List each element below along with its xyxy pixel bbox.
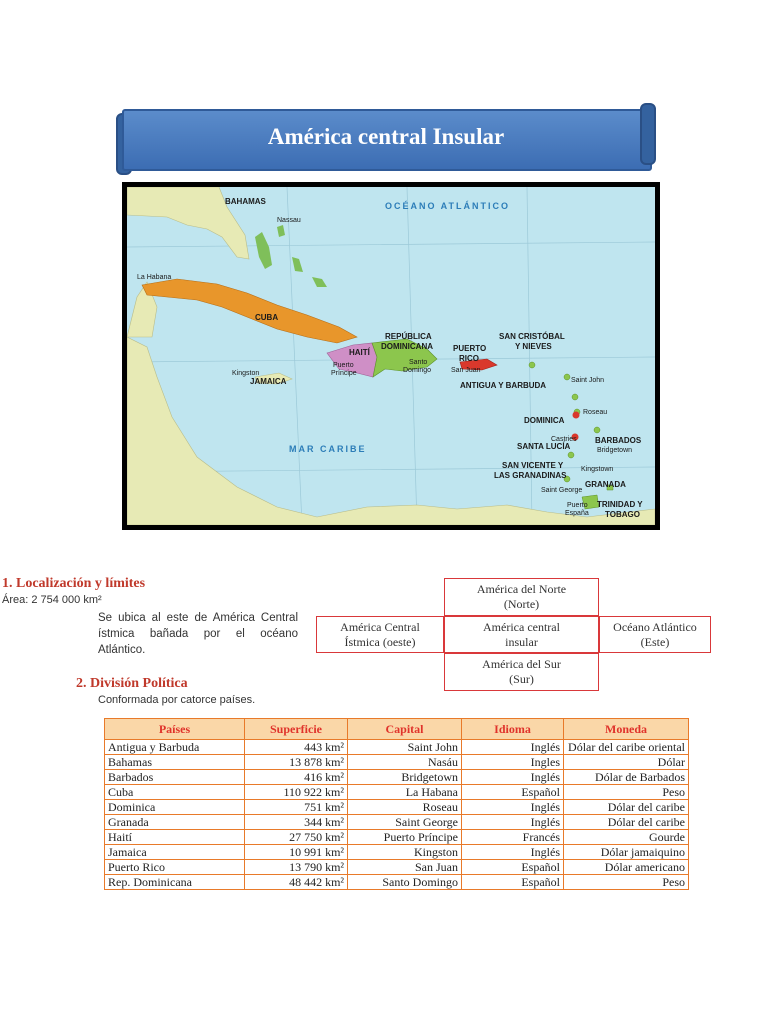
limit-center-name: América central bbox=[483, 619, 560, 634]
label-trinidad-2: TOBAGO bbox=[605, 510, 640, 519]
cell-idioma: Español bbox=[462, 875, 564, 890]
col-header-capital: Capital bbox=[348, 719, 462, 740]
cell-idioma: Español bbox=[462, 860, 564, 875]
cell-superficie: 416 km² bbox=[245, 770, 348, 785]
cell-superficie: 13 878 km² bbox=[245, 755, 348, 770]
ocean-label: OCÉANO ATLÁNTICO bbox=[385, 201, 510, 211]
cell-superficie: 10 991 km² bbox=[245, 845, 348, 860]
cell-moneda: Gourde bbox=[564, 830, 689, 845]
label-puerto-espana-2: España bbox=[565, 510, 589, 517]
limit-east-dir: (Este) bbox=[640, 634, 670, 649]
page-title: América central Insular bbox=[267, 124, 505, 149]
label-castries: Castries bbox=[551, 436, 577, 443]
label-puerto-principe-2: Príncipe bbox=[331, 370, 357, 377]
cell-capital: Puerto Príncipe bbox=[348, 830, 462, 845]
cell-capital: La Habana bbox=[348, 785, 462, 800]
countries-table bbox=[104, 718, 689, 890]
label-bridgetown: Bridgetown bbox=[597, 447, 633, 454]
cell-idioma: Francés bbox=[462, 830, 564, 845]
sea-label: MAR CARIBE bbox=[289, 444, 367, 454]
table-row bbox=[105, 770, 689, 785]
limit-north-name: América del Norte bbox=[476, 582, 567, 596]
label-la-habana: La Habana bbox=[137, 274, 172, 281]
limit-west bbox=[316, 616, 444, 653]
label-san-cristobal-2: Y NIEVES bbox=[515, 342, 552, 351]
section1-heading: 1. Localización y límites bbox=[2, 576, 146, 591]
label-santa-lucia: SANTA LUCÍA bbox=[517, 442, 571, 451]
cell-capital: Roseau bbox=[348, 800, 462, 815]
area-text: Área: 2 754 000 km² bbox=[2, 594, 102, 606]
cell-capital: Kingston bbox=[348, 845, 462, 860]
limit-center-sub: insular bbox=[505, 634, 538, 649]
label-kingstown: Kingstown bbox=[581, 466, 614, 473]
cell-capital: Nasáu bbox=[348, 755, 462, 770]
cell-idioma: Inglés bbox=[462, 815, 564, 830]
label-puerto-espana-1: Puerto bbox=[567, 502, 588, 509]
limit-west-name: América Central bbox=[340, 619, 420, 634]
label-roseau: Roseau bbox=[583, 409, 608, 416]
cell-capital: Saint John bbox=[348, 740, 462, 755]
table-row bbox=[105, 740, 689, 755]
cell-idioma: Inglés bbox=[462, 770, 564, 785]
limit-east bbox=[599, 616, 711, 653]
section2-heading: 2. División Política bbox=[76, 676, 188, 691]
label-dominica: DOMINICA bbox=[524, 416, 565, 425]
table-row bbox=[105, 845, 689, 860]
label-jamaica: JAMAICA bbox=[250, 377, 287, 386]
label-puerto-rico-2: RICO bbox=[459, 354, 479, 363]
label-puerto-rico-1: PUERTO bbox=[453, 344, 487, 353]
cell-moneda: Dólar del caribe bbox=[564, 815, 689, 830]
limit-north-dir: (Norte) bbox=[503, 597, 540, 611]
limit-center bbox=[444, 616, 599, 653]
label-san-vicente-2: LAS GRANADINAS bbox=[494, 471, 567, 480]
cell-idioma: Español bbox=[462, 785, 564, 800]
label-santo-domingo-2: Domingo bbox=[403, 367, 432, 374]
cell-pais: Jamaica bbox=[105, 845, 245, 860]
cell-capital: Santo Domingo bbox=[348, 875, 462, 890]
cell-pais: Puerto Rico bbox=[105, 860, 245, 875]
label-saint-john: Saint John bbox=[571, 377, 605, 384]
cell-moneda: Dólar jamaiquino bbox=[564, 845, 689, 860]
cell-capital: Bridgetown bbox=[348, 770, 462, 785]
table-row bbox=[105, 755, 689, 770]
col-header-moneda: Moneda bbox=[564, 719, 689, 740]
cell-idioma: Inglés bbox=[462, 740, 564, 755]
table-row bbox=[105, 875, 689, 890]
limit-north bbox=[444, 578, 599, 616]
cell-moneda: Dólar del caribe bbox=[564, 800, 689, 815]
cell-idioma: Inglés bbox=[462, 845, 564, 860]
label-rep-dom-1: REPÚBLICA bbox=[385, 332, 432, 341]
cell-pais: Rep. Dominicana bbox=[105, 875, 245, 890]
cell-capital: San Juan bbox=[348, 860, 462, 875]
label-cuba: CUBA bbox=[255, 313, 279, 322]
limit-east-name: Océano Atlántico bbox=[613, 619, 697, 634]
caribbean-map bbox=[122, 182, 660, 530]
cell-pais: Bahamas bbox=[105, 755, 245, 770]
label-haiti: HAITÍ bbox=[349, 348, 370, 357]
table-row bbox=[105, 785, 689, 800]
col-header-superficie: Superficie bbox=[245, 719, 348, 740]
title-banner bbox=[116, 105, 656, 171]
col-header-idioma: Idioma bbox=[462, 719, 564, 740]
label-barbados: BARBADOS bbox=[595, 436, 642, 445]
label-san-vicente-1: SAN VICENTE Y bbox=[502, 461, 564, 470]
cell-moneda: Dólar americano bbox=[564, 860, 689, 875]
col-header-paises: Países bbox=[105, 719, 245, 740]
label-saint-george: Saint George bbox=[541, 487, 583, 494]
cell-superficie: 48 442 km² bbox=[245, 875, 348, 890]
cell-idioma: Ingles bbox=[462, 755, 564, 770]
label-santo-domingo-1: Santo bbox=[409, 359, 428, 366]
cell-moneda: Dólar de Barbados bbox=[564, 770, 689, 785]
label-trinidad-1: TRINIDAD Y bbox=[597, 500, 643, 509]
cell-pais: Cuba bbox=[105, 785, 245, 800]
table-row bbox=[105, 815, 689, 830]
table-header-row bbox=[105, 719, 689, 740]
cell-capital: Saint George bbox=[348, 815, 462, 830]
limit-south-dir: (Sur) bbox=[509, 672, 534, 686]
label-granada: GRANADA bbox=[585, 480, 626, 489]
map-svg bbox=[127, 187, 655, 525]
cell-moneda: Peso bbox=[564, 785, 689, 800]
limit-west-dir: Ístmica (oeste) bbox=[344, 634, 416, 649]
label-rep-dom-2: DOMINICANA bbox=[381, 342, 433, 351]
cell-superficie: 751 km² bbox=[245, 800, 348, 815]
cell-pais: Dominica bbox=[105, 800, 245, 815]
cell-pais: Haití bbox=[105, 830, 245, 845]
cell-superficie: 344 km² bbox=[245, 815, 348, 830]
label-antigua: ANTIGUA Y BARBUDA bbox=[460, 381, 547, 390]
table-row bbox=[105, 830, 689, 845]
section2-subtitle: Conformada por catorce países. bbox=[98, 694, 256, 706]
table-row bbox=[105, 800, 689, 815]
label-san-cristobal-1: SAN CRISTÓBAL bbox=[499, 332, 565, 341]
cell-superficie: 13 790 km² bbox=[245, 860, 348, 875]
cell-superficie: 27 750 km² bbox=[245, 830, 348, 845]
cell-superficie: 443 km² bbox=[245, 740, 348, 755]
cell-idioma: Inglés bbox=[462, 800, 564, 815]
label-puerto-principe-1: Puerto bbox=[333, 362, 354, 369]
label-san-juan: San Juan bbox=[451, 367, 481, 374]
limit-south bbox=[444, 653, 599, 691]
location-paragraph: Se ubica al este de América Central ístmica bañada por el océano Atlántico. bbox=[98, 612, 298, 656]
cell-moneda: Dólar del caribe oriental bbox=[564, 740, 689, 755]
label-bahamas: BAHAMAS bbox=[225, 197, 266, 206]
cell-pais: Antigua y Barbuda bbox=[105, 740, 245, 755]
cell-moneda: Peso bbox=[564, 875, 689, 890]
label-kingston: Kingston bbox=[232, 370, 260, 377]
cell-superficie: 110 922 km² bbox=[245, 785, 348, 800]
cell-moneda: Dólar bbox=[564, 755, 689, 770]
cell-pais: Granada bbox=[105, 815, 245, 830]
label-nassau: Nassau bbox=[277, 217, 301, 224]
limit-south-name: América del Sur bbox=[482, 657, 561, 671]
cell-pais: Barbados bbox=[105, 770, 245, 785]
table-row bbox=[105, 860, 689, 875]
